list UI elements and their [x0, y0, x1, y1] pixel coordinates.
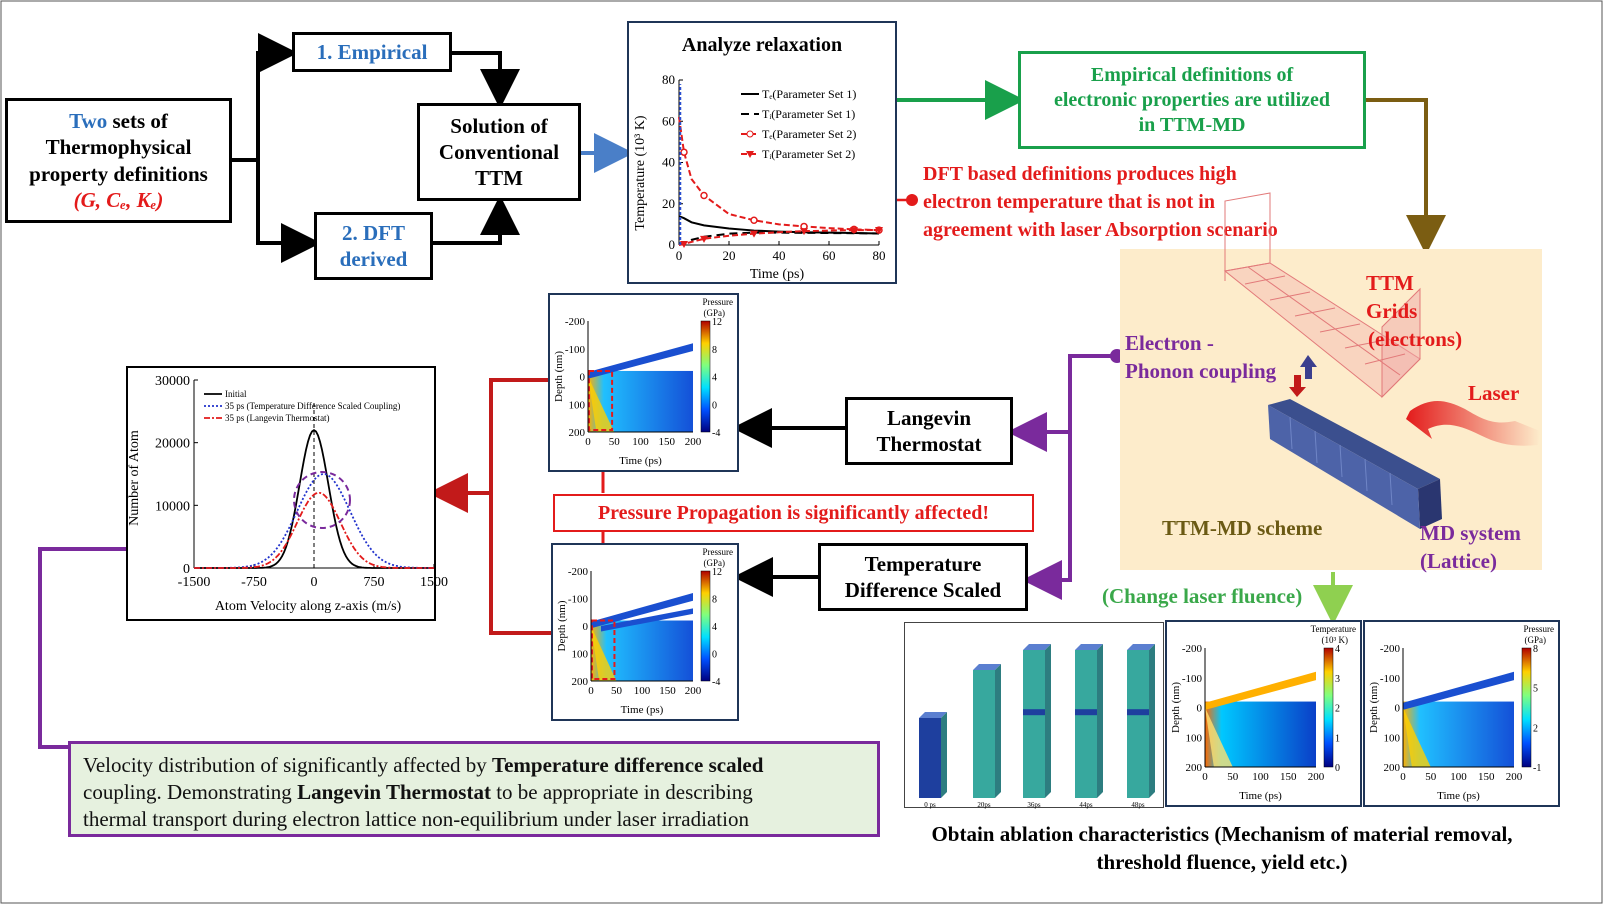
vel-ytick-label: 20000 [155, 436, 190, 452]
heatmap-colorbar-label: 4 [712, 372, 717, 384]
snapshot-column-0 [919, 718, 941, 798]
velocity-note-part1: Velocity distribution of significantly affected by [83, 753, 493, 777]
relax-xtick-label: 80 [872, 248, 886, 263]
formula-label: (G, Cₑ, Kₑ) [73, 187, 164, 212]
snapshot-side-4 [1149, 644, 1155, 798]
langevin-line2: Thermostat [876, 432, 982, 456]
laser-beam [1406, 401, 1540, 446]
md-system-line1: MD system [1420, 521, 1521, 545]
heatmap-xlabel: Time (ps) [1239, 790, 1282, 802]
derived-label: derived [339, 247, 408, 271]
langevin-line1: Langevin [886, 405, 972, 430]
heatmap-colorbar-label: 3 [1335, 673, 1340, 685]
ablation-line1: Obtain ablation characteristics (Mechanism of material removal, [931, 822, 1513, 846]
snapshot-label-4: 48ps [1131, 801, 1145, 809]
dft-note-line1: DFT based definitions produces high [923, 163, 1237, 185]
heatmap-ytick-label: -100 [564, 343, 585, 356]
velocity-ylabel: Number of Atom [127, 430, 142, 526]
relax-legend-label-1: Tᵢ(Parameter Set 1) [762, 107, 856, 121]
heatmap-colorbar-title: Pressure [1523, 624, 1554, 634]
heatmap-colorbar-label: 8 [1533, 644, 1538, 655]
heatmap-svg [1365, 622, 1558, 805]
heatmap-xtick-label: 200 [684, 436, 702, 448]
heatmap-xtick-label: 150 [659, 685, 676, 697]
vel-xtick-label: 1500 [420, 575, 448, 590]
heatmap-ytick-label: -100 [567, 593, 588, 606]
pressure-note-box [553, 494, 1034, 532]
tds-line2: Difference Scaled [844, 578, 1002, 602]
heatmap-colorbar-title: Temperature [1310, 624, 1356, 634]
relax-xtick-label: 0 [675, 248, 683, 263]
heatmap-ytick-label: -100 [1379, 672, 1400, 685]
ttm-grids-line3: (electrons) [1368, 327, 1463, 351]
heatmap-colorbar-label: -1 [1533, 763, 1542, 774]
ablation-line2: threshold fluence, yield etc.) [1096, 850, 1348, 874]
heatmap-colorbar-label: -4 [712, 677, 721, 688]
heatmap-xtick-label: 150 [1280, 771, 1297, 783]
heatmap-ytick-label: 100 [1383, 732, 1400, 745]
heatmap-ytick-label: 200 [1383, 762, 1400, 774]
vel-series-line-0 [194, 430, 434, 568]
heatmap-ytick-label: 200 [568, 427, 585, 439]
velocity-plot [127, 368, 448, 619]
snapshot-label-1: 20ps [977, 801, 991, 809]
heatmap-colorbar-unit: (GPa) [703, 558, 725, 568]
ttm-md-scheme-panel [1120, 249, 1542, 573]
relax-legend-label-2: Tₑ(Parameter Set 2) [762, 127, 857, 141]
ablation-label [902, 820, 1542, 876]
snapshot-label-2: 36ps [1027, 801, 1041, 809]
relaxation-plot [629, 23, 895, 282]
heatmap-colorbar-label: 8 [712, 344, 717, 356]
empirical-util-line2: electronic properties are utilized [1053, 88, 1331, 111]
snapshot-void-4 [1127, 709, 1149, 715]
md-system-label [1420, 519, 1521, 575]
empirical-label: 1. Empirical [316, 39, 428, 64]
heatmap-xtick-label: 50 [1227, 771, 1239, 783]
coupling-line1: Electron - [1125, 331, 1214, 355]
heatmap-xlabel: Time (ps) [620, 704, 664, 716]
heatmap-colorbar-label: 12 [712, 567, 722, 578]
velocity-note-bold1: Temperature difference scaled [492, 753, 764, 777]
heatmap-ytick-label: -200 [1181, 643, 1202, 655]
heatmap-ytick-label: 100 [1185, 732, 1202, 745]
heatmap-ytick-label: 0 [579, 371, 585, 384]
heatmap-colorbar-label: -4 [712, 428, 721, 439]
heatmap-svg [553, 545, 737, 719]
heatmap-xtick-label: 50 [611, 685, 622, 697]
coupling-label [1125, 329, 1276, 385]
heatmap-colorbar-unit: (GPa) [1524, 635, 1546, 645]
heatmap-xtick-label: 0 [588, 685, 594, 697]
heatmap-xtick-label: 100 [633, 685, 651, 697]
solution-line2: Conventional [438, 139, 560, 164]
heatmap-ytick-label: 0 [1196, 702, 1202, 715]
snapshot-side-2 [1045, 644, 1051, 798]
heatmap-colorbar-label: 1 [1335, 733, 1340, 745]
empirical-box [292, 32, 452, 72]
heatmap-xtick-label: 200 [1505, 771, 1523, 783]
velocity-note-bold2: Langevin Thermostat [297, 780, 491, 804]
vel-xtick-label: -1500 [177, 575, 211, 590]
heatmap-xtick-label: 150 [658, 436, 675, 448]
heatmap-colorbar-label: 4 [1335, 644, 1340, 655]
relaxation-xlabel: Time (ps) [749, 267, 805, 282]
snapshot-column-3 [1075, 650, 1097, 798]
heatmap-colorbar [701, 571, 710, 681]
heatmap-xtick-label: 100 [1252, 771, 1269, 783]
heatmap-colorbar-label: 8 [712, 594, 717, 606]
change-fluence-label: (Change laser fluence) [1102, 584, 1303, 608]
vel-ytick-label: 30000 [155, 374, 190, 389]
heatmap-xtick-label: 100 [632, 436, 649, 448]
tds-line1: Temperature [864, 551, 982, 576]
relax-xtick-label: 40 [772, 248, 786, 263]
highlight-circle [294, 472, 350, 528]
heatmap-ytick-label: 0 [582, 621, 588, 633]
heatmap-ytick-label: -200 [564, 316, 585, 328]
heatmap-colorbar-title: Pressure [702, 297, 733, 307]
langevin-box [845, 397, 1013, 465]
snapshot-side-0 [941, 712, 947, 798]
relax-ytick-label: 20 [662, 195, 675, 211]
relax-point-2 [701, 193, 707, 199]
heatmap-ytick-label: -200 [567, 566, 588, 578]
heatmap-ylabel: Depth (nm) [1170, 681, 1182, 734]
pressure-heatmap-fluence [1363, 620, 1560, 807]
heatmap-ylabel: Depth (nm) [556, 600, 568, 652]
heatmap-colorbar [1324, 648, 1333, 767]
ttm-grids-label [1366, 269, 1462, 353]
ttm-grids-line1: TTM [1366, 271, 1414, 295]
snapshot-side-1 [995, 664, 1001, 798]
snapshots-panel [904, 622, 1164, 808]
relax-legend-label-0: Tₑ(Parameter Set 1) [762, 87, 857, 101]
vel-ytick-label: 10000 [155, 499, 190, 515]
heatmap-xtick-label: 200 [1307, 771, 1325, 783]
ttm-md-scheme-label: TTM-MD scheme [1162, 516, 1323, 540]
vel-xtick-label: 0 [310, 575, 318, 590]
heatmap-colorbar-label: 2 [1533, 723, 1538, 735]
laser-label: Laser [1468, 381, 1520, 405]
heatmap-colorbar-label: 5 [1533, 683, 1538, 695]
relax-ytick-label: 80 [662, 72, 675, 87]
heatmap-ytick-label: 100 [571, 648, 588, 661]
coupling-line2: Phonon coupling [1125, 359, 1277, 383]
relax-point-2 [751, 217, 757, 223]
relaxation-plot-panel [627, 21, 897, 284]
heatmap-svg [550, 295, 737, 470]
heatmap-xtick-label: 150 [1478, 771, 1495, 783]
relax-ytick-label: 60 [662, 113, 675, 129]
vel-legend-label-2: 35 ps (Langevin Thermostat) [225, 413, 330, 423]
vel-ytick-label: 0 [183, 562, 190, 577]
velocity-note-part3: to be appropriate in describing [490, 780, 753, 804]
relax-xtick-label: 60 [822, 248, 836, 263]
snapshot-void-3 [1075, 709, 1097, 715]
heatmap-ytick-label: 200 [571, 676, 588, 688]
heatmap-colorbar-label: 4 [712, 622, 717, 633]
dft-derived-box [314, 212, 433, 280]
vel-xtick-label: -750 [241, 575, 267, 590]
velocity-note-box [68, 741, 880, 837]
velocity-note-part2: coupling. Demonstrating [83, 780, 298, 804]
heatmap-colorbar [701, 321, 710, 432]
snapshot-label-0: 0 ps [924, 801, 936, 809]
md-system-line2: (Lattice) [1420, 549, 1497, 573]
velocity-plot-panel [126, 366, 448, 621]
relax-legend-label-3: Tᵢ(Parameter Set 2) [762, 147, 856, 161]
vel-legend-label-0: Initial [225, 389, 247, 399]
heatmap-xlabel: Time (ps) [619, 455, 662, 467]
heatmap-ylabel: Depth (nm) [1368, 681, 1380, 734]
heatmap-colorbar-label: 2 [1335, 703, 1340, 715]
heatmap-xtick-label: 100 [1450, 771, 1467, 783]
snapshot-side-3 [1097, 644, 1103, 798]
snapshot-label-3: 44ps [1079, 801, 1093, 809]
heatmap-ytick-label: -200 [1379, 643, 1400, 655]
empirical-util-line1: Empirical definitions of [1090, 63, 1294, 86]
solution-ttm-box [417, 103, 581, 201]
coupling-arrows [1289, 355, 1317, 397]
vel-xtick-label: 750 [363, 575, 385, 590]
velocity-note-line3: thermal transport during electron lattice non-equilibrium under laser irradiation [83, 807, 749, 831]
heatmap-ylabel: Depth (nm) [553, 350, 565, 403]
heatmap-xtick-label: 0 [1202, 771, 1208, 783]
heatmap-colorbar-label: 0 [1335, 763, 1340, 774]
heatmap-xtick-label: 50 [1425, 771, 1437, 783]
relax-ytick-label: 0 [668, 237, 675, 252]
snapshot-column-1 [973, 670, 995, 798]
heatmap-colorbar-label: 12 [712, 317, 722, 328]
ttm-grids-line2: Grids [1366, 299, 1418, 323]
empirical-util-line3: in TTM-MD [1138, 113, 1246, 136]
temperature-heatmap-fluence [1165, 620, 1362, 807]
pressure-note-label: Pressure Propagation is significantly affected! [597, 501, 990, 524]
snapshot-column-2 [1023, 650, 1045, 798]
solution-line1: Solution of [450, 113, 548, 138]
heatmap-xtick-label: 0 [1400, 771, 1406, 783]
pressure-heatmap-tds [551, 543, 739, 721]
thermo-definitions-box [5, 98, 232, 223]
sets-of-label: sets of [107, 109, 168, 133]
property-definitions-label: property definitions [29, 161, 208, 186]
heatmap-xtick-label: 200 [684, 685, 702, 697]
relax-xtick-label: 20 [722, 248, 736, 263]
heatmap-xlabel: Time (ps) [1437, 790, 1480, 802]
relaxation-title: Analyze relaxation [681, 34, 843, 56]
pressure-heatmap-langevin [548, 293, 739, 472]
heatmap-colorbar [1522, 648, 1531, 767]
dft-note-line2: electron temperature that is not in [923, 191, 1215, 213]
tds-box [818, 543, 1028, 611]
heatmap-xtick-label: 0 [585, 436, 591, 448]
snapshot-columns [905, 623, 1163, 807]
snapshot-column-4 [1127, 650, 1149, 798]
heatmap-ytick-label: 0 [1394, 702, 1400, 715]
velocity-xlabel: Atom Velocity along z-axis (m/s) [214, 599, 402, 614]
snapshot-void-2 [1023, 709, 1045, 715]
heatmap-colorbar-label: 0 [712, 400, 717, 412]
relax-legend-marker-2 [747, 131, 753, 137]
thermophysical-label: Thermophysical [45, 135, 192, 160]
relaxation-ylabel: Temperature (10³ K) [633, 115, 648, 231]
heatmap-xtick-label: 50 [608, 436, 620, 448]
two-label: Two [69, 109, 108, 133]
relax-ytick-label: 40 [662, 154, 675, 170]
heatmap-colorbar-unit: (10³ K) [1321, 635, 1348, 645]
heatmap-colorbar-label: 0 [712, 649, 717, 661]
heatmap-colorbar-title: Pressure [702, 547, 733, 557]
empirical-utilized-box [1018, 51, 1366, 149]
dft-note-line3: agreement with laser Absorption scenario [923, 219, 1278, 241]
heatmap-colorbar-unit: (GPa) [703, 308, 725, 318]
solution-line3: TTM [475, 166, 523, 191]
heatmap-ytick-label: 100 [568, 399, 585, 412]
heatmap-ytick-label: 200 [1185, 762, 1202, 774]
dft-label: 2. DFT [342, 220, 405, 245]
heatmap-ytick-label: -100 [1181, 672, 1202, 685]
vel-legend-label-1: 35 ps (Temperature Difference Scaled Coupling) [225, 401, 401, 411]
relax-point-2 [681, 149, 687, 155]
heatmap-svg [1167, 622, 1360, 805]
